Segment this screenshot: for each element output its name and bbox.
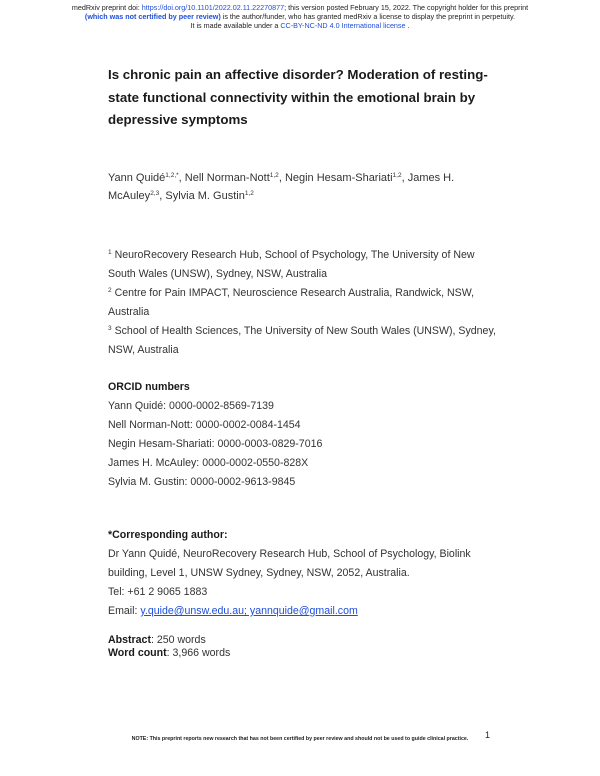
author-affiliation-marker: 1,2: [269, 172, 279, 179]
orcid-section: [108, 378, 503, 492]
author-name: Sylvia M. Gustin: [165, 190, 245, 202]
peer-review-notice: (which was not certified by peer review): [84, 12, 221, 21]
word-count-value: : 3,966 words: [166, 646, 231, 659]
license-prefix: It is made available under a: [190, 21, 281, 30]
header-line-1: [0, 3, 600, 12]
corresponding-address: Dr Yann Quidé, NeuroRecovery Research Hub, School of Psychology, Biolink building, Level 1, UNSW Sydney, Sydney, NSW, 2052, Australia.: [108, 548, 471, 579]
author: [165, 190, 254, 202]
author-name: Yann Quidé: [108, 172, 166, 184]
author-separator: ,: [401, 172, 408, 184]
license-link[interactable]: CC-BY-NC-ND 4.0 International license: [280, 21, 406, 30]
affiliation-text: School of Health Sciences, The University of New South Wales (UNSW), Sydney, NSW, Australia: [108, 325, 496, 356]
page-number: 1: [485, 730, 491, 740]
affiliation-number: 1: [108, 249, 112, 256]
affiliation-text: NeuroRecovery Research Hub, School of Psychology, The University of New South Wales (UNSW), Sydney, NSW, Australia: [108, 249, 475, 280]
author-affiliation-marker: 1,2: [392, 172, 402, 179]
affiliation-text: Centre for Pain IMPACT, Neuroscience Research Australia, Randwick, NSW, Australia: [108, 287, 475, 318]
footer-note: NOTE: This preprint reports new research that has not been certified by peer review and should not be used to guide clinical practice.: [131, 736, 469, 742]
orcid-heading: ORCID numbers: [108, 381, 190, 393]
license-suffix: .: [405, 21, 410, 30]
author-name: Negin Hesam-Shariati: [284, 172, 393, 184]
affiliation: [108, 284, 503, 322]
author-affiliation-marker: 2,3: [150, 190, 160, 197]
author: [108, 172, 185, 184]
preprint-header: [0, 3, 600, 30]
email-link[interactable]: y.quide@unsw.edu.au; yannquide@gmail.com: [140, 605, 358, 617]
abstract-count-label: Abstract: [108, 634, 151, 646]
orcid-entry: James H. McAuley: 0000-0002-0550-828X: [108, 457, 309, 469]
word-count-label: Word count: [108, 646, 167, 659]
author-name: Nell Norman-Nott: [184, 172, 270, 184]
author-separator: ,: [278, 172, 285, 184]
paper-title: Is chronic pain an affective disorder? Moderation of resting-state functional connectivity within the emotional brain by depressive symptoms: [108, 67, 488, 127]
doi-link[interactable]: https://doi.org/10.1101/2022.02.11.22270877: [141, 3, 285, 12]
author: [285, 172, 408, 184]
author-affiliation-marker: 1,2: [244, 190, 254, 197]
author-affiliation-marker: 1,2,*: [165, 172, 179, 179]
word-count: [108, 647, 408, 660]
license-holder-text: is the author/funder, who has granted medRxiv a license to display the preprint in perpetuity.: [220, 12, 516, 21]
affiliation: [108, 246, 503, 284]
corresponding-author-section: [108, 526, 508, 621]
abstract-count: [108, 634, 408, 647]
corresponding-email-line: [108, 602, 508, 621]
word-counts: [108, 634, 408, 659]
header-doi-prefix: medRxiv preprint doi:: [71, 3, 142, 12]
corresponding-tel: Tel: +61 2 9065 1883: [108, 586, 208, 598]
email-label: Email:: [108, 605, 141, 617]
affiliation-number: 3: [108, 325, 112, 332]
affiliation-list: [108, 246, 503, 360]
author-name: James H. McAuley: [108, 172, 455, 202]
author-separator: ,: [159, 190, 166, 202]
affiliation: [108, 322, 503, 360]
orcid-entry: Nell Norman-Nott: 0000-0002-0084-1454: [108, 419, 301, 431]
orcid-entry: Yann Quidé: 0000-0002-8569-7139: [108, 400, 274, 412]
abstract-count-value: : 250 words: [150, 634, 206, 646]
affiliation-number: 2: [108, 287, 112, 294]
author-list: [108, 169, 498, 205]
header-line-3: [0, 21, 600, 30]
header-posted-text: ; this version posted February 15, 2022. The copyright holder for this preprint: [284, 3, 529, 12]
author: [185, 172, 285, 184]
author-separator: ,: [178, 172, 185, 184]
corresponding-heading: *Corresponding author:: [108, 529, 228, 541]
orcid-entry: Sylvia M. Gustin: 0000-0002-9613-9845: [108, 476, 296, 488]
orcid-entry: Negin Hesam-Shariati: 0000-0003-0829-7016: [108, 438, 323, 450]
header-line-2: [0, 12, 600, 21]
